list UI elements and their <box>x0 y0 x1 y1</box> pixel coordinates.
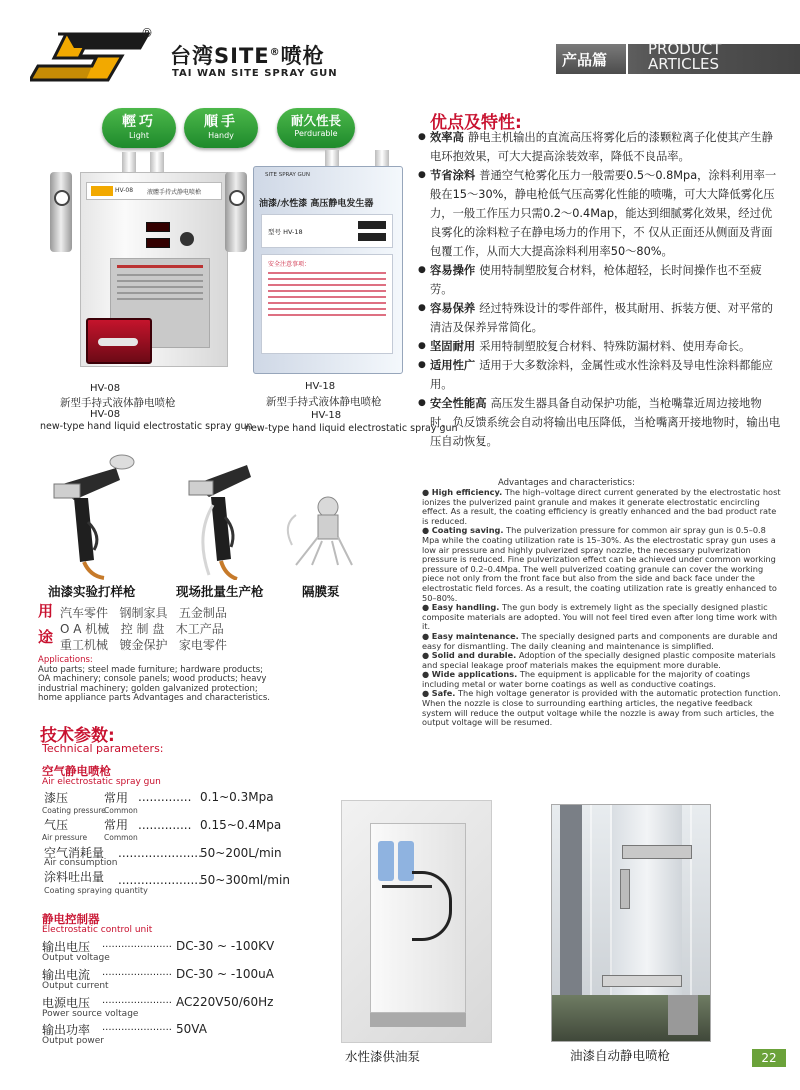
filter-regulator <box>225 172 247 252</box>
hv18-display-panel: 型号 HV-18 <box>261 214 393 248</box>
page-number: 22 <box>752 1049 786 1067</box>
param-sub: Common <box>104 806 138 815</box>
equipment-label-diaphragm-pump: 隔膜泵 <box>302 584 340 599</box>
param-dots: ...................... <box>102 939 172 950</box>
advantage-item-en: ● Easy maintenance. The specially designed parts and components are durable and easy for dismantling. The daily cleaning and maintenance is simplified. <box>422 630 778 651</box>
hv08-model: HV-08 <box>90 383 121 394</box>
equipment-label-production-gun: 现场批量生产枪 <box>176 584 264 599</box>
filter-regulator <box>50 172 72 252</box>
feature-pill-light: 輕巧 Light <box>102 108 176 148</box>
advantage-item: ● 效率高 静电主机输出的直流高压将雾化后的漆颗粒离子化使其产生静电环抱效果，可大大提高涂装效率，降低不良品率。 <box>418 128 783 166</box>
hv18-product-image: SITE SPRAY GUN 油漆/水性漆 高压静电发生器 型号 HV-18 安全注意事项： <box>225 150 415 380</box>
param-label: 常用 <box>104 818 129 832</box>
brand-name-cn: 台湾SITE®喷枪 <box>170 44 325 68</box>
advantage-item-en: ● Coating saving. The pulverization pressure for common air spray gun is 0.5–0.8 Mpa while the coating utilization rate is 15–30%. As the electrostatic spray gun uses a low air pressure and highly pulverized spray nozzle, the necessary pulverization pressure is reduced. Fine pulverization effect can be achieved under common working pressure of 0.2–0.4Mpa. The well pulverized coating granule can cover the working piece not only from the front face but also from the side and back face under the electrostatic field forces. As a result, the coating utilization rate is greatly enhanced to 50–80%. <box>422 525 777 603</box>
param-value: AC220V50/60Hz <box>176 995 274 1009</box>
feature-pill-handy: 順手 Handy <box>184 108 258 148</box>
advantages-title-en: Advantages and characteristics: <box>498 478 635 488</box>
param-label: 输出功率 <box>42 1023 91 1037</box>
advantages-list <box>418 128 783 451</box>
param-sub: Air pressure <box>42 833 88 842</box>
param-sub: Coating spraying quantity <box>44 886 148 895</box>
advantage-item: ● 安全性能高 高压发生器具备自动保护功能，当枪嘴靠近周边接地物时，负反馈系统会自动将输出电压降低，当枪嘴离开接地物时，输出电压自动恢复。 <box>418 394 783 451</box>
param-value: DC-30 ~ -100KV <box>176 939 275 953</box>
hv18-name-en: new-type hand liquid electrostatic spray gun <box>245 423 458 434</box>
param-sub: Output voltage <box>42 953 110 963</box>
advantage-item: ● 适用性广 适用于大多数涂料，金属性或水性涂料及导电性涂料都能应用。 <box>418 356 783 394</box>
display-readout <box>146 222 170 232</box>
hv08-nameplate: HV-08 液體手持式静电喷槍 <box>86 182 222 200</box>
equipment-label-sample-gun: 油漆实验打样枪 <box>48 584 136 599</box>
param-label: 常用 <box>104 791 129 805</box>
param-sub: Coating pressure <box>42 806 106 815</box>
hv18-warning-panel: 安全注意事项： <box>261 254 393 354</box>
param-sub: Output current <box>42 981 109 991</box>
advantage-item-en: ● Easy handling. The gun body is extremely light as the specially designed plastic composite materials are adopted. You will not feel tired even after long time work with it. <box>422 602 778 632</box>
hv18-model-2: HV-18 <box>311 410 342 421</box>
section-label-cn: 产品篇 <box>562 51 608 69</box>
hv08-name-cn: 新型手持式液体静电喷枪 <box>60 397 176 409</box>
brand-name-en: TAI WAN SITE SPRAY GUN <box>172 68 338 79</box>
param-value: 50VA <box>176 1022 207 1036</box>
gun-section-title-en: Air electrostatic spray gun <box>42 777 161 787</box>
auto-spray-gun-caption: 油漆自动静电喷枪 <box>570 1048 671 1063</box>
technical-title: 技术参数: <box>40 726 115 746</box>
display-readout <box>146 238 170 248</box>
applications-en: Applications: Auto parts; steel made furniture; hardware products; OA machinery; console panels; wood products; heavy industrial machinery; golden galvanized protection; home appliance parts Advantages and characteristics. <box>38 655 270 703</box>
advantages-title: 优点及特性: <box>430 113 522 133</box>
hv08-product-image <box>40 150 230 380</box>
advantage-item-en: ● High efficiency. The high–voltage direct current generated by the electrostatic host ionizes the pulverized paint granule and makes it generate electrostatic encircling effect. As a result, the coating efficiency is greatly enhanced and the bad product rate is reduced. <box>422 487 781 526</box>
hv18-model: HV-18 <box>305 381 336 392</box>
param-label: 输出电压 <box>42 940 91 954</box>
param-sub: Common <box>104 833 138 842</box>
control-section-title-en: Electrostatic control unit <box>42 925 153 935</box>
param-dots: ...................... <box>102 967 172 978</box>
param-label: 漆压 <box>44 791 69 805</box>
advantage-item: ● 容易保养 经过特殊设计的零件部件，极其耐用、拆装方便、对平常的清洁及保养异常简化。 <box>418 299 783 337</box>
sample-spray-gun-image <box>44 450 154 580</box>
production-spray-gun-image <box>185 455 275 580</box>
hv08-model-2: HV-08 <box>90 409 121 420</box>
advantage-item: ● 节省涂料 普通空气枪雾化压力一般需要0.5～0.8Mpa，涂料利用率一般在15～30%，静电枪低气压高雾化性能的喷嘴，可大大降低雾化压力，一般工作压力只需0.2～0.4Map，能达到细腻雾化效果，经过优良雾化的涂料粒子在静电场力的作用下，不 仅从正面还从侧面及背面包覆工作，从而大大提高涂料利用率50～80%。 <box>418 166 783 261</box>
param-dots: ...................... <box>118 873 202 887</box>
param-value: 50~300ml/min <box>200 873 290 887</box>
param-dots: .............. <box>138 790 192 804</box>
hv18-name-cn: 新型手持式液体静电喷枪 <box>266 396 382 408</box>
applications-cn: 用 途 汽车零件 钢制家具 五金制品 O A 机械 控 制 盘 木工产品 重工机械 镀金保护 家电零件 <box>38 602 227 652</box>
advantage-item: ● 坚固耐用 采用特制塑胶复合材料、特殊防漏材料、使用寿命长。 <box>418 337 783 356</box>
cable-gland-icon <box>122 152 136 174</box>
section-label-en: PRODUCT ARTICLES <box>648 40 722 73</box>
param-value: 0.1~0.3Mpa <box>200 790 274 804</box>
param-label: 气压 <box>44 818 69 832</box>
water-paint-pump-caption: 水性漆供油泵 <box>345 1049 421 1064</box>
param-sub: Power source voltage <box>42 1009 139 1019</box>
gun-case-icon <box>86 318 152 364</box>
diaphragm-pump-image <box>282 485 364 570</box>
param-label: 电源电压 <box>42 996 91 1010</box>
feature-pill-perdurable: 耐久性長 Perdurable <box>277 108 355 148</box>
param-value: 0.15~0.4Mpa <box>200 818 282 832</box>
param-dots: ...................... <box>118 846 202 860</box>
registered-mark: ® <box>141 26 153 40</box>
hv08-name-en: new-type hand liquid electrostatic spray gun <box>40 421 253 432</box>
cable-gland-icon <box>150 152 164 174</box>
pressure-gauge-icon <box>229 190 245 206</box>
auto-spray-gun-photo <box>551 804 711 1042</box>
advantage-item: ● 容易操作 使用特制塑胶复合材料，枪体超轻，长时间操作也不至疲劳。 <box>418 261 783 299</box>
advantage-item-en: ● Solid and durable. Adoption of the specially designed plastic composite materials and special leakage proof materials makes the equipment more durable. <box>422 650 776 670</box>
control-knob-icon <box>180 232 194 246</box>
water-paint-pump-photo <box>341 800 492 1043</box>
param-sub: Output power <box>42 1036 104 1046</box>
param-dots: .............. <box>138 818 192 832</box>
advantage-item-en: ● Wide applications. The equipment is applicable for the majority of coatings including metal or water borne coatings as well as conductive coatings. <box>422 669 750 689</box>
param-label: 空气消耗量 <box>44 846 105 860</box>
pressure-gauge-icon <box>54 190 70 206</box>
param-value: DC-30 ~ -100uA <box>176 967 274 981</box>
param-value: 50~200L/min <box>200 846 282 860</box>
param-label: 涂料吐出量 <box>44 870 105 884</box>
param-sub: Air consumption <box>44 858 118 868</box>
technical-title-en: Technical parameters: <box>42 742 164 755</box>
hv18-panel-title: 油漆/水性漆 高压静电发生器 <box>259 199 374 209</box>
param-label: 输出电流 <box>42 968 91 982</box>
advantages-list-en <box>422 488 784 728</box>
param-dots: ...................... <box>102 995 172 1006</box>
advantage-item-en: ● Safe. The high voltage generator is provided with the automatic protection function. When the nozzle is close to surrounding earthing articles, the negative feedback system will reduce the output voltage while the nozzle is away from such articles, the output voltage will be resumed. <box>422 688 781 728</box>
gun-section-title: 空气静电喷枪 <box>42 764 111 778</box>
param-dots: ...................... <box>102 1022 172 1033</box>
control-section-title: 静电控制器 <box>42 912 100 926</box>
